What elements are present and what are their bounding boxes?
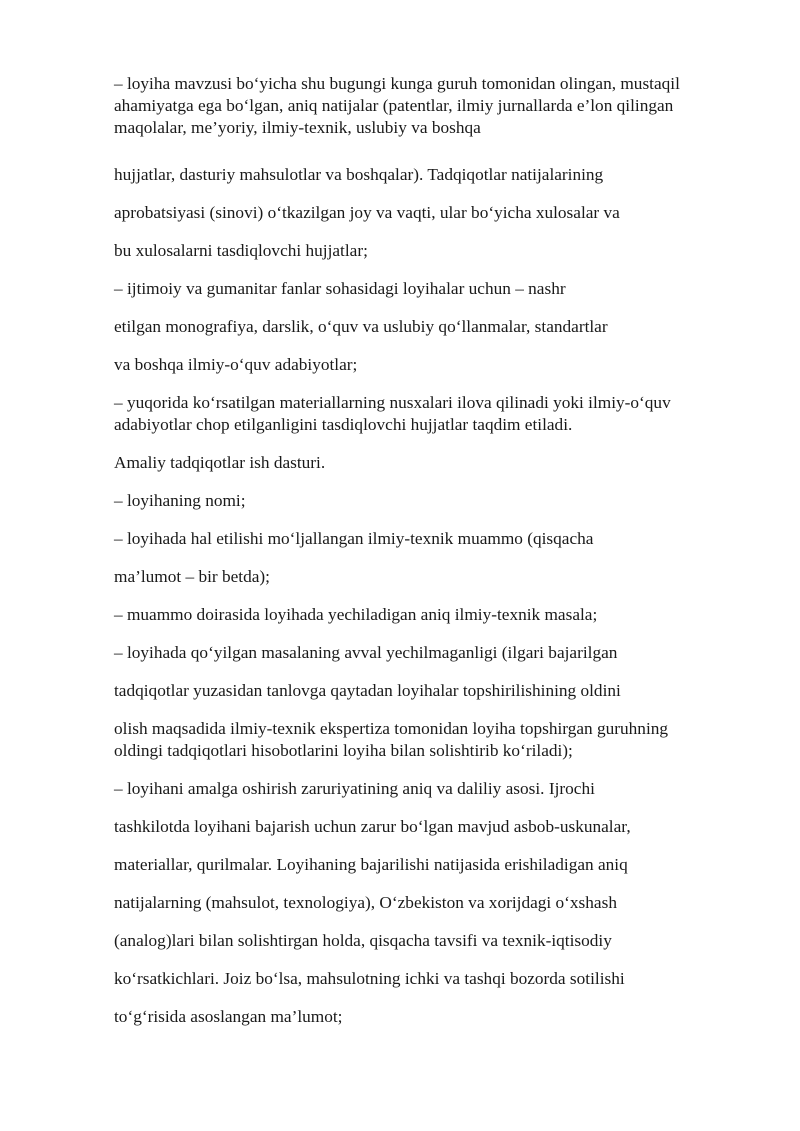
text-line: materiallar, qurilmalar. Loyihaning bajarilishi natijasida erishiladigan aniq	[114, 855, 628, 874]
text-line: oldingi tadqiqotlari hisobotlarini loyiha bilan solishtirib ko‘riladi);	[114, 741, 573, 760]
text-line: etilgan monografiya, darslik, o‘quv va uslubiy qo‘llanmalar, standartlar	[114, 317, 608, 336]
text-line: ahamiyatga ega bo‘lgan, aniq natijalar (patentlar, ilmiy jurnallarda e’lon qilingan	[114, 96, 674, 115]
text-line: – ijtimoiy va gumanitar fanlar sohasidagi loyihalar uchun – nashr	[114, 279, 566, 298]
text-line: natijalarning (mahsulot, texnologiya), O‘zbekiston va xorijdagi o‘xshash	[114, 893, 617, 912]
text-line: – loyihani amalga oshirish zaruriyatining aniq va daliliy asosi. Ijrochi	[114, 779, 595, 798]
text-line: (analog)lari bilan solishtirgan holda, qisqacha tavsifi va texnik-iqtisodiy	[114, 931, 612, 950]
text-line: tadqiqotlar yuzasidan tanlovga qaytadan loyihalar topshirilishining oldini	[114, 681, 621, 700]
text-line: to‘g‘risida asoslangan ma’lumot;	[114, 1007, 343, 1026]
text-line: bu xulosalarni tasdiqlovchi hujjatlar;	[114, 241, 368, 260]
text-line: aprobatsiyasi (sinovi) o‘tkazilgan joy va vaqti, ular bo‘yicha xulosalar va	[114, 203, 620, 222]
text-line: – yuqorida ko‘rsatilgan materiallarning nusxalari ilova qilinadi yoki ilmiy-o‘quv	[114, 393, 671, 412]
text-line: – muammo doirasida loyihada yechiladigan aniq ilmiy-texnik masala;	[114, 605, 598, 624]
text-line: maqolalar, me’yoriy, ilmiy-texnik, uslubiy va boshqa	[114, 118, 481, 137]
text-line: tashkilotda loyihani bajarish uchun zarur bo‘lgan mavjud asbob-uskunalar,	[114, 817, 631, 836]
text-line: hujjatlar, dasturiy mahsulotlar va boshqalar). Tadqiqotlar natijalarining	[114, 165, 604, 184]
text-line: adabiyotlar chop etilganligini tasdiqlovchi hujjatlar taqdim etiladi.	[114, 415, 573, 434]
text-line: Amaliy tadqiqotlar ish dasturi.	[114, 453, 326, 472]
text-line: va boshqa ilmiy-o‘quv adabiyotlar;	[114, 355, 358, 374]
text-line: ko‘rsatkichlari. Joiz bo‘lsa, mahsulotning ichki va tashqi bozorda sotilishi	[114, 969, 625, 988]
text-line: – loyiha mavzusi bo‘yicha shu bugungi kunga guruh tomonidan olingan, mustaqil	[114, 74, 680, 93]
text-line: – loyihaning nomi;	[114, 491, 246, 510]
text-line: olish maqsadida ilmiy-texnik ekspertiza tomonidan loyiha topshirgan guruhning	[114, 719, 669, 738]
text-line: – loyihada qo‘yilgan masalaning avval yechilmaganligi (ilgari bajarilgan	[114, 643, 618, 662]
text-line: ma’lumot – bir betda);	[114, 567, 270, 586]
text-line: – loyihada hal etilishi mo‘ljallangan ilmiy-texnik muammo (qisqacha	[114, 529, 594, 548]
